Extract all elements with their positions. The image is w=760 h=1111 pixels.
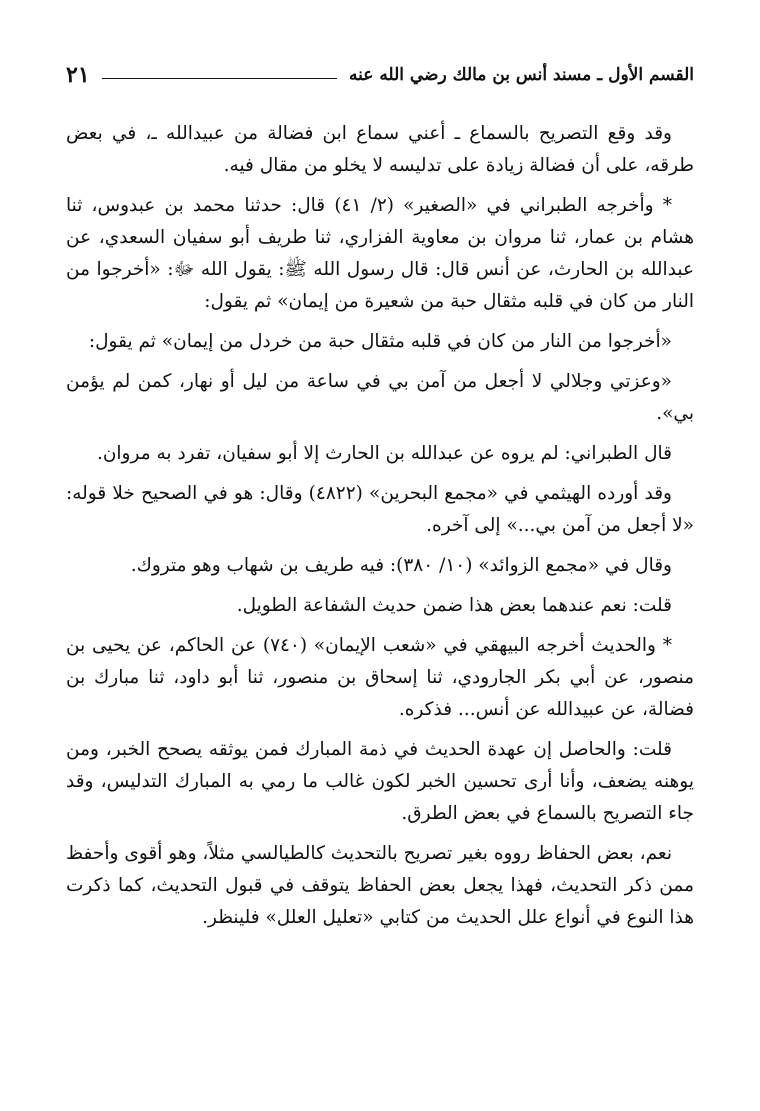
paragraph: قلت: والحاصل إن عهدة الحديث في ذمة المبارك فمن يوثقه يصحح الخبر، ومن يوهنه يضعف، وأنا أرى تحسين الخبر لكون غالب ما رمي به المبارك التدليس، وقد جاء التصريح بالسماع في بعض الطرق. xyxy=(66,739,694,824)
paragraph: وقد وقع التصريح بالسماع ـ أعني سماع ابن فضالة من عبيدالله ـ، في بعض طرقه، على أن فضالة زيادة على تدليسه لا يخلو من مقال فيه. xyxy=(66,123,694,176)
header-title: القسم الأول ـ مسند أنس بن مالك رضي الله عنه xyxy=(349,65,694,85)
running-header xyxy=(66,58,694,92)
paragraph: نعم، بعض الحفاظ رووه بغير تصريح بالتحديث كالطيالسي مثلاً، وهو أقوى وأحفظ ممن ذكر التحديث، فهذا يجعل بعض الحفاظ يتوقف في قبول التحديث، كما ذكرت هذا النوع في أنواع علل الحديث من كتابي «تعليل العلل» فلينظر. xyxy=(66,843,694,928)
paragraph: «وعزتي وجلالي لا أجعل من آمن بي في ساعة من ليل أو نهار، كمن لم يؤمن بي». xyxy=(66,371,694,424)
page-number: ٢١ xyxy=(66,62,90,88)
page-body xyxy=(66,118,694,942)
paragraph: * وأخرجه الطبراني في «الصغير» (٢/ ٤١) قال: حدثنا محمد بن عبدوس، ثنا هشام بن عمار، ثنا مروان بن معاوية الفزاري، ثنا طريف أبو سفيان السعدي، عن عبدالله بن الحارث، عن أنس قال: قال رسول الله ﷺ: يقول الله ﷻ: «أخرجوا من النار من كان في قلبه مثقال حبة من شعيرة من إيمان» ثم يقول: xyxy=(66,195,694,312)
paragraph: قال الطبراني: لم يروه عن عبدالله بن الحارث إلا أبو سفيان، تفرد به مروان. xyxy=(96,443,672,464)
header-rule xyxy=(102,78,337,79)
paragraph: وقد أورده الهيثمي في «مجمع البحرين» (٤٨٢٢) وقال: هو في الصحيح خلا قوله: «لا أجعل من آمن بي...» إلى آخره. xyxy=(66,483,694,536)
paragraph: * والحديث أخرجه البيهقي في «شعب الإيمان» (٧٤٠) عن الحاكم، عن يحيى بن منصور، عن أبي بكر الجارودي، ثنا إسحاق بن منصور، ثنا أبو داود، ثنا مبارك بن فضالة، عن عبيدالله عن أنس... فذكره. xyxy=(66,635,694,720)
paragraph: «أخرجوا من النار من كان في قلبه مثقال حبة من خردل من إيمان» ثم يقول: xyxy=(88,331,672,352)
paragraph: قلت: نعم عندهما بعض هذا ضمن حديث الشفاعة الطويل. xyxy=(236,595,672,616)
paragraph: وقال في «مجمع الزوائد» (١٠/ ٣٨٠): فيه طريف بن شهاب وهو متروك. xyxy=(130,555,672,576)
